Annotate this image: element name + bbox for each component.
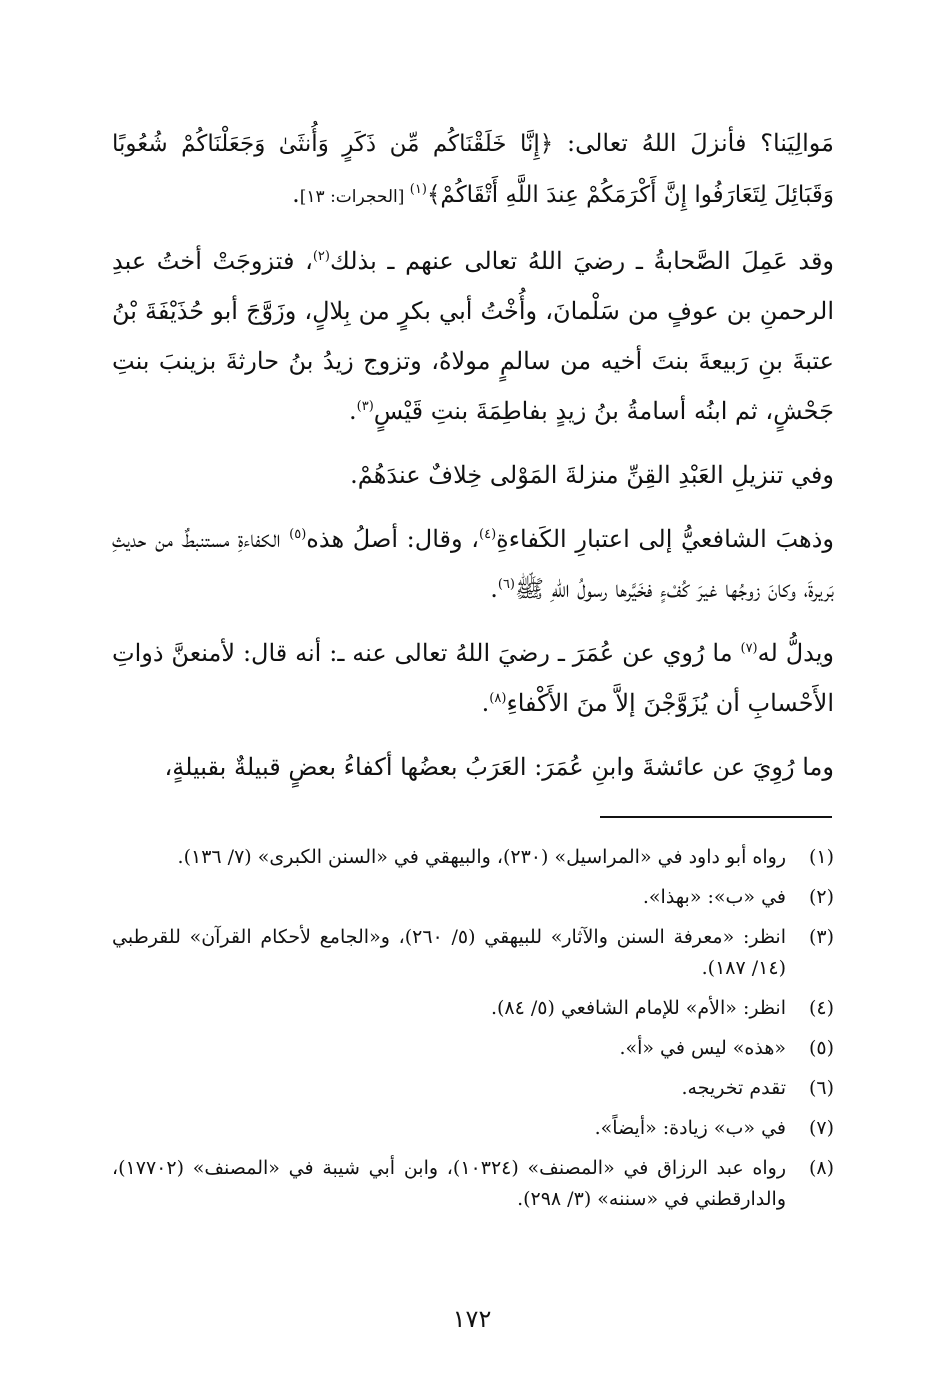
footnote-marker: (١) (409, 182, 427, 197)
verse-reference: [الحجرات: ١٣] (299, 187, 410, 207)
paragraph-6 (112, 742, 834, 792)
footnote-item (112, 1153, 834, 1215)
footnote-number: (٦) (808, 1077, 834, 1099)
footnotes (112, 842, 834, 1224)
paragraph-text: مَوالِيَنا؟ فأنزلَ اللهُ تعالى: (553, 129, 834, 157)
footnote-item (112, 922, 834, 984)
footnote-item (112, 882, 834, 913)
paragraph-text: وما رُوِيَ عن عائشةَ وابنِ عُمَرَ: العَرَبُ بعضُها أكفاءُ بعضٍ قبيلةٌ بقبيلةٍ، (164, 753, 834, 781)
footnote-number: (٤) (808, 997, 834, 1019)
footnote-number: (١) (808, 846, 834, 868)
paragraph-3 (112, 450, 834, 500)
footnote-text: انظر: «الأم» للإمام الشافعي (٥/ ٨٤). (490, 997, 786, 1019)
paragraph-text: . (490, 575, 498, 603)
paragraph-text: ، فتزوجَتْ أختُ عبدِ الرحمنِ بن عوفٍ من سَلْمانَ، وأُخْتُ أبي بكرٍ من بِلالٍ، وزَوَّجَ أبو حُذَيْفَةَ بْنُ عتبةَ بنِ رَبيعةَ بنتَ أخيه من سالمٍ مولاهُ، وتزوج زيدُ بنُ حارثةَ بزينبَ بنتِ جَحْشٍ، ثم ابنُه أسامةُ بنُ زيدٍ بفاطِمَةَ بنتِ قَيْسٍ (112, 247, 834, 425)
footnote-marker: (٧) (740, 641, 758, 656)
footnote-marker: (٣) (356, 399, 374, 414)
footnote-number: (٥) (808, 1037, 834, 1059)
main-text (112, 118, 834, 806)
paragraph-text: ما رُوي عن عُمَرَ ـ رضيَ اللهُ تعالى عنه ـ: أنه قال: لأمنعنَّ ذواتِ الأَحْسابِ أن يُزَوَّجْنَ إلاَّ منَ الأَكْفاءِ (112, 639, 834, 717)
footnote-marker: (٢) (312, 249, 330, 264)
paragraph-text: وذهبَ الشافعيُّ إلى اعتبارِ الكَفاءةِ (496, 525, 834, 553)
footnote-item (112, 1033, 834, 1064)
paragraph-text: الكفاءةِ مستنبطٌ من حديثِ بَريرةَ، وكانَ زوجُها غيرَ كُفْءٍ فخَيَّرها رسولُ اللهِ ﷺ (112, 525, 834, 603)
footnote-item (112, 842, 834, 873)
footnote-item (112, 1073, 834, 1104)
footnote-number: (٧) (808, 1117, 834, 1139)
footnote-item (112, 993, 834, 1024)
paragraph-text: ويدلُّ له (757, 639, 834, 667)
footnote-number: (٢) (808, 886, 834, 908)
paragraph-1 (112, 118, 834, 222)
footnote-marker: (٦) (497, 577, 515, 592)
paragraph-text: وقد عَمِلَ الصَّحابةُ ـ رضيَ اللهُ تعالى عنهم ـ بذلك (329, 247, 835, 275)
paragraph-2 (112, 236, 834, 436)
footnote-text: في «ب» زيادة: «أيضاً». (594, 1117, 786, 1139)
footnote-marker: (٨) (489, 691, 507, 706)
paragraph-text: . (481, 689, 490, 717)
footnote-text: في «ب»: «بهذا». (642, 886, 786, 908)
paragraph-text: وفي تنزيلِ العَبْدِ القِنِّ منزلةَ المَوْلى خِلافٌ عندَهُمْ. (350, 461, 834, 489)
paragraph-text: . (349, 397, 357, 425)
footnote-item (112, 1113, 834, 1144)
page-number: ١٧٢ (452, 1305, 492, 1333)
quran-verse: ﴿إِنَّا خَلَقْنَاكُم مِّن ذَكَرٍ وَأُنثَىٰ وَجَعَلْنَاكُمْ شُعُوبًا وَقَبَائِلَ لِتَعَارَفُوا إِنَّ أَكْرَمَكُمْ عِندَ اللَّهِ أَتْقَاكُمْ﴾ (112, 131, 834, 208)
footnote-text: انظر: «معرفة السنن والآثار» للبيهقي (٥/ ٢٦٠)، و«الجامع لأحكام القرآن» للقرطبي (١٤/ ١٨٧). (112, 926, 786, 979)
footnote-text: رواه عبد الرزاق في «المصنف» (١٠٣٢٤)، وابن أبي شيبة في «المصنف» (١٧٧٠٢)، والدارقطني في «سننه» (٣/ ٢٩٨). (112, 1157, 786, 1210)
paragraph-text: ، وقال: أصلُ هذه (306, 525, 479, 553)
footnote-text: تقدم تخريجه. (681, 1077, 786, 1099)
footnote-separator (600, 816, 832, 818)
footnote-marker: (٤) (479, 527, 497, 542)
footnote-number: (٨) (808, 1157, 834, 1179)
paragraph-text: . (292, 180, 300, 208)
footnote-text: «هذه» ليس في «أ». (619, 1037, 786, 1059)
paragraph-4 (112, 514, 834, 614)
paragraph-5 (112, 628, 834, 728)
footnote-number: (٣) (808, 926, 834, 948)
footnote-marker: (٥) (289, 527, 307, 542)
footnote-text: رواه أبو داود في «المراسيل» (٢٣٠)، والبيهقي في «السنن الكبرى» (٧/ ١٣٦). (177, 846, 786, 868)
